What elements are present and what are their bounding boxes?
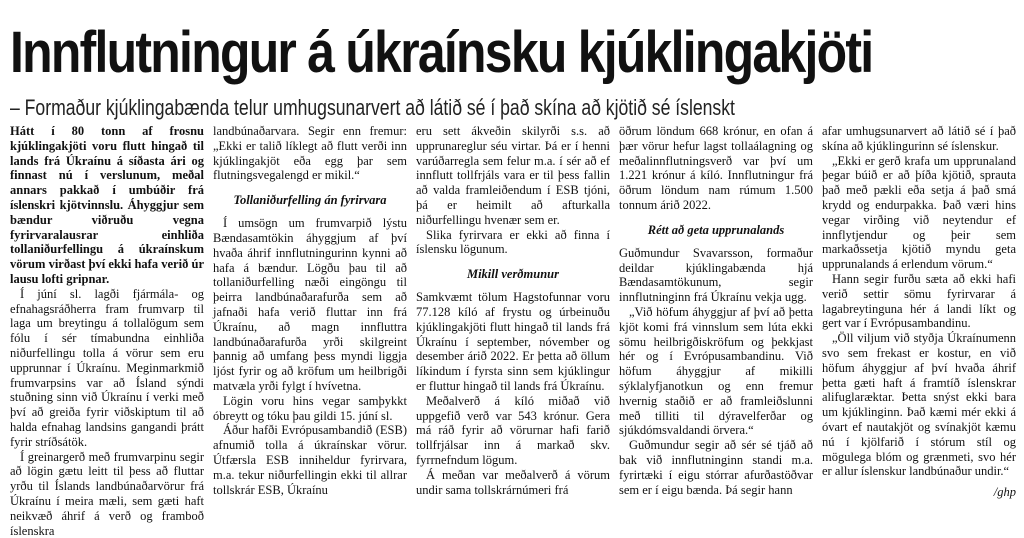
paragraph: afar umhugsunarvert að látið sé í það skína að kjúklingurinn sé íslenskur. xyxy=(822,124,1016,153)
paragraph: Guðmundur Svavarsson, formaður deildar kjúklingabænda hjá Bændasamtökunum, segir innflutninginn frá Úkraínu vekja ugg. xyxy=(619,245,813,305)
paragraph: landbúnaðarvara. Segir enn fremur: „Ekki er talið líklegt að flutt verði inn kjúklingakjöt eða egg þar sem flutningsvegalengd er mikil.“ xyxy=(213,124,407,183)
paragraph: Áður hafði Evrópusambandið (ESB) afnumið tolla á úkraínskar vörur. Útfærsla ESB inniheldur fyrirvara, m.a. tekur niðurfellingin ekki til allrar tollskrár ESB, Úkraínu xyxy=(213,423,407,497)
paragraph: Lögin voru hins vegar samþykkt óbreytt og tóku þau gildi 15. júní sl. xyxy=(213,393,407,423)
paragraph: Hann segir furðu sæta að ekki hafi verið settir sömu fyrirvarar á lagabreytinguna hér á landi líkt og gert var í Evrópusambandinu. xyxy=(822,271,1016,331)
headline: Innflutningur á úkraínsku kjúklingakjöti xyxy=(10,20,873,85)
subheadline: – Formaður kjúklingabænda telur umhugsunarvert að látið sé í það skína að kjötið sé íslenskt xyxy=(10,95,735,120)
column-3 xyxy=(416,124,610,508)
paragraph: Slika fyrirvara er ekki að finna í íslensku lögunum. xyxy=(416,227,610,257)
paragraph: „Við höfum áhyggjur af því að þetta kjöt komi frá vinnslum sem lúta ekki sömu heilbrigðiskröfum og þekkjast hér og í Evrópusambandinu. Við höfum áhyggjur af mikilli sýklalyfjanotkun og enn fremur hvernig staðið er að framleiðslunni með tilliti til dýravelferðar og sjúkdómsvaldandi örvera.“ xyxy=(619,304,813,438)
paragraph: eru sett ákveðin skilyrði s.s. að upprunareglur séu virtar. Þá er í henni varúðarregla sem felur m.a. í sér að ef innflutt tollfrjáls vara er til þess fallin að valda framleiðendum í ESB tjóni, þá er heimilt að afturkalla niðurfellingu hvenær sem er. xyxy=(416,124,610,227)
section-heading: Tollaniðurfelling án fyrirvara xyxy=(233,193,387,208)
paragraph: Meðalverð á kíló miðað við uppgefið verð var 543 krónur. Gera má ráð fyrir að vörurnar hafi farið tollfrjálsar inn á markað skv. fyrrnefndum lögum. xyxy=(416,393,610,467)
paragraph: Guðmundur segir að sér sé tjáð að bak við innflutninginn standi m.a. fyrirtæki í eigu stórrar afurðastöðvar sem er í eigu bænda. Þá segir hann xyxy=(619,438,813,497)
paragraph: Í umsögn um frumvarpið lýstu Bændasamtökin áhyggjum af því hvaða áhrif innflutningurinn kynni að hafa á bændur. Lögðu þau til að tollaniðurfelling næði eingöngu til þeirra landbúnaðarafurða sem að jafnaði hafa verið fluttar inn frá Úkraínu, að magn innfluttra landbúnaðarafurða yrði skilgreint þannig að umfang þess myndi liggja ljóst fyrir og að kröfum um heilbrigði matvæla yrði fylgt í hvívetna. xyxy=(213,216,407,393)
column-5 xyxy=(822,124,1016,508)
paragraph: Á meðan var meðalverð á vörum undir sama tollskrárnúmeri frá xyxy=(416,467,610,497)
section-heading: Mikill verðmunur xyxy=(466,267,560,282)
column-4 xyxy=(619,124,813,508)
paragraph: „Ekki er gerð krafa um upprunaland þegar búið er að þíða kjötið, sprauta það með pækli eða setja á það smá krydd og endurpakka. Það væri hins vegar virðing við neytendur ef innflytjendur og þeir sem markaðssetja kjötið myndu geta upprunalands á erlendum vörum.“ xyxy=(822,153,1016,272)
paragraph: Í júní sl. lagði fjármála- og efnahagsráðherra fram frumvarp til laga um breytingu á tollalögum sem fólu í sér tímabundna einhliða niðurfellingu tolla á vörur sem eru upprunnar í Úkraínu. Meginmarkmið frumvarpsins var að Ísland sýndi stuðning sinn við Úkraínu í verki með því að greiða fyrir viðskiptum til að halda efnahag landsins gangandi þrátt fyrir stríðsátök. xyxy=(10,286,204,449)
author-signature: /ghp xyxy=(993,485,1016,500)
article-body xyxy=(10,124,1016,538)
section-heading: Rétt að geta upprunalands xyxy=(647,222,785,237)
paragraph: Í greinargerð með frumvarpinu segir að lögin gætu leitt til þess að fluttar yrðu til Íslands landbúnaðarvörur frá Úkraínu í meira mæli, sem gæti haft neikvæð áhrif á verð og framboð íslenskra xyxy=(10,449,204,538)
lede-paragraph: Hátt í 80 tonn af frosnu kjúklingakjöti voru flutt hingað til lands frá Úkraínu á síðasta ári og finnast nú í verslunum, meðal annars pakkað í umbúðir frá íslenskri kjötvinnslu. Áhyggjur sem bændur viðruðu vegna fyrirvaralausrar einhliða tollaniðurfellingu á úkraínskum vörum virðast því ekki hafa verið úr lausu lofti gripnar. xyxy=(10,124,204,286)
paragraph: „Öll viljum við styðja Úkraínumenn svo sem frekast er kostur, en við höfum áhyggjur af því hvaða áhrif þetta gæti haft á framtíð íslenskrar alifuglaræktar. Þetta snýst ekki bara um kjúklinginn. Það kæmi mér ekki á óvart ef nautakjöt og svínakjöt kæmu nú í kjölfarið í stórum stíl og mögulega blóm og grænmeti, svo hér er allur íslenskur landbúnaður undir.“ xyxy=(822,331,1016,479)
paragraph: Samkvæmt tölum Hagstofunnar voru 77.128 kíló af frystu og úrbeinuðu kjúklingakjöti flutt hingað til lands frá Úkraínu í september, nóvember og desember árið 2022. Er þetta að öllum líkindum í fyrsta sinn sem kjúklingur er fluttur hingað til lands frá Úkraínu. xyxy=(416,290,610,393)
column-2 xyxy=(213,124,407,508)
column-1 xyxy=(10,124,204,538)
paragraph: öðrum löndum 668 krónur, en ofan á þær vörur hefur lagst tollaálagning og meðalinnflutningsverð var því um 1.221 krónur á kíló. Innflutningur frá öðrum löndum nam rúmum 1.500 tonnum árið 2022. xyxy=(619,124,813,212)
